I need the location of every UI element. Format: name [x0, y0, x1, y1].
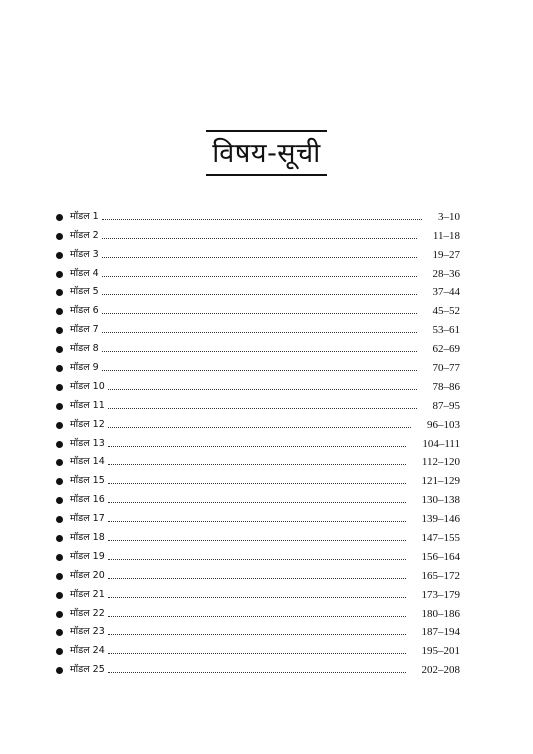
bullet-icon: [56, 459, 63, 466]
toc-entry-pages: 96–103: [427, 418, 460, 431]
toc-entry[interactable]: [56, 544, 460, 563]
dot-leader: [102, 332, 417, 333]
toc-entry-pages: 195–201: [421, 645, 460, 658]
toc-entry-pages: 19–27: [432, 248, 460, 261]
dot-leader: [108, 597, 406, 598]
toc-entry-pages: 156–164: [421, 550, 460, 563]
toc-entry-label: मॉडल 5: [70, 286, 99, 298]
toc-entry-pages: 121–129: [421, 475, 460, 488]
title-container: [0, 130, 533, 176]
toc-entry-pages: 130–138: [421, 494, 460, 507]
dot-leader: [108, 559, 406, 560]
toc-entry[interactable]: [56, 487, 460, 506]
dot-leader: [102, 370, 417, 371]
toc-entry-pages: 173–179: [421, 588, 460, 601]
bullet-icon: [56, 573, 63, 580]
toc-entry-label: मॉडल 16: [70, 494, 105, 506]
bullet-icon: [56, 327, 63, 334]
toc-entry-pages: 147–155: [421, 532, 460, 545]
toc-entry-label: मॉडल 8: [70, 343, 99, 355]
dot-leader: [108, 672, 406, 673]
dot-leader: [108, 427, 411, 428]
bullet-icon: [56, 516, 63, 523]
bullet-icon: [56, 554, 63, 561]
toc-entry[interactable]: [56, 223, 460, 242]
toc-entry[interactable]: [56, 204, 460, 223]
toc-entry-label: मॉडल 4: [70, 267, 99, 279]
toc-entry[interactable]: [56, 601, 460, 620]
toc-entry[interactable]: [56, 657, 460, 676]
toc-entry[interactable]: [56, 336, 460, 355]
toc-entry-label: मॉडल 25: [70, 664, 105, 676]
toc-entry[interactable]: [56, 242, 460, 261]
toc-entry[interactable]: [56, 582, 460, 601]
bullet-icon: [56, 252, 63, 259]
toc-entry-label: मॉडल 12: [70, 418, 105, 430]
toc-entry-pages: 3–10: [438, 210, 460, 223]
bullet-icon: [56, 629, 63, 636]
toc-entry-pages: 53–61: [432, 324, 460, 337]
toc-entry-pages: 112–120: [421, 456, 460, 469]
bullet-icon: [56, 214, 63, 221]
toc-entry[interactable]: [56, 261, 460, 280]
toc-entry[interactable]: [56, 638, 460, 657]
dot-leader: [102, 294, 417, 295]
toc-entry-label: मॉडल 20: [70, 569, 105, 581]
dot-leader: [108, 446, 407, 447]
toc-entry-pages: 139–146: [421, 513, 460, 526]
toc-entry-label: मॉडल 3: [70, 248, 99, 260]
bullet-icon: [56, 233, 63, 240]
toc-entry-pages: 62–69: [432, 343, 460, 356]
page-title: विषय-सूची: [206, 130, 326, 176]
dot-leader: [108, 408, 417, 409]
toc-entry-label: मॉडल 17: [70, 513, 105, 525]
dot-leader: [102, 351, 417, 352]
dot-leader: [108, 634, 406, 635]
toc-entry-label: मॉडल 22: [70, 607, 105, 619]
toc-entry-label: मॉडल 2: [70, 229, 99, 241]
toc-entry[interactable]: [56, 393, 460, 412]
toc-entry[interactable]: [56, 525, 460, 544]
toc-entry-pages: 28–36: [432, 267, 460, 280]
dot-leader: [108, 483, 406, 484]
toc-entry-label: मॉडल 6: [70, 305, 99, 317]
bullet-icon: [56, 422, 63, 429]
dot-leader: [102, 313, 417, 314]
bullet-icon: [56, 592, 63, 599]
toc-entry[interactable]: [56, 620, 460, 639]
toc-entry[interactable]: [56, 506, 460, 525]
toc-entry-pages: 78–86: [432, 380, 460, 393]
dot-leader: [108, 502, 406, 503]
toc-entry[interactable]: [56, 431, 460, 450]
dot-leader: [102, 238, 417, 239]
bullet-icon: [56, 497, 63, 504]
bullet-icon: [56, 535, 63, 542]
toc-entry-label: मॉडल 13: [70, 437, 105, 449]
toc-entry-label: मॉडल 21: [70, 588, 105, 600]
toc-entry-label: मॉडल 11: [70, 399, 105, 411]
bullet-icon: [56, 441, 63, 448]
bullet-icon: [56, 308, 63, 315]
toc-entry[interactable]: [56, 355, 460, 374]
toc-entry-pages: 187–194: [421, 626, 460, 639]
toc-entry-label: मॉडल 24: [70, 645, 105, 657]
toc-entry-pages: 11–18: [432, 229, 460, 242]
toc-entry-pages: 202–208: [421, 664, 460, 677]
bullet-icon: [56, 384, 63, 391]
toc-entry[interactable]: [56, 450, 460, 469]
toc-entry-pages: 165–172: [421, 569, 460, 582]
toc-entry[interactable]: [56, 468, 460, 487]
toc-entry-label: मॉडल 23: [70, 626, 105, 638]
toc-entry-label: मॉडल 15: [70, 475, 105, 487]
toc-entry-pages: 45–52: [432, 305, 460, 318]
toc-entry-pages: 37–44: [432, 286, 460, 299]
toc-entry-label: मॉडल 10: [70, 380, 105, 392]
bullet-icon: [56, 648, 63, 655]
toc-entry[interactable]: [56, 280, 460, 299]
toc-entry-label: मॉडल 19: [70, 550, 105, 562]
dot-leader: [108, 616, 406, 617]
bullet-icon: [56, 611, 63, 618]
dot-leader: [108, 653, 406, 654]
bullet-icon: [56, 365, 63, 372]
dot-leader: [108, 464, 406, 465]
dot-leader: [102, 219, 422, 220]
bullet-icon: [56, 271, 63, 278]
bullet-icon: [56, 403, 63, 410]
bullet-icon: [56, 289, 63, 296]
toc-entry[interactable]: [56, 298, 460, 317]
toc-entry[interactable]: [56, 374, 460, 393]
toc-entry-pages: 104–111: [422, 437, 460, 450]
bullet-icon: [56, 667, 63, 674]
toc-entry[interactable]: [56, 317, 460, 336]
dot-leader: [108, 389, 417, 390]
bullet-icon: [56, 346, 63, 353]
toc-entry-pages: 180–186: [421, 607, 460, 620]
toc-entry-pages: 70–77: [432, 362, 460, 375]
toc-entry-label: मॉडल 9: [70, 362, 99, 374]
toc-entry-label: मॉडल 14: [70, 456, 105, 468]
toc-entry[interactable]: [56, 412, 460, 431]
bullet-icon: [56, 478, 63, 485]
toc-entry-label: मॉडल 7: [70, 324, 99, 336]
dot-leader: [102, 257, 417, 258]
dot-leader: [108, 578, 406, 579]
toc-entry-label: मॉडल 18: [70, 532, 105, 544]
toc-entry-pages: 87–95: [432, 399, 460, 412]
toc-entry-label: मॉडल 1: [70, 210, 99, 222]
dot-leader: [108, 521, 406, 522]
dot-leader: [102, 276, 417, 277]
toc-entry[interactable]: [56, 563, 460, 582]
dot-leader: [108, 540, 406, 541]
table-of-contents: [56, 204, 460, 676]
